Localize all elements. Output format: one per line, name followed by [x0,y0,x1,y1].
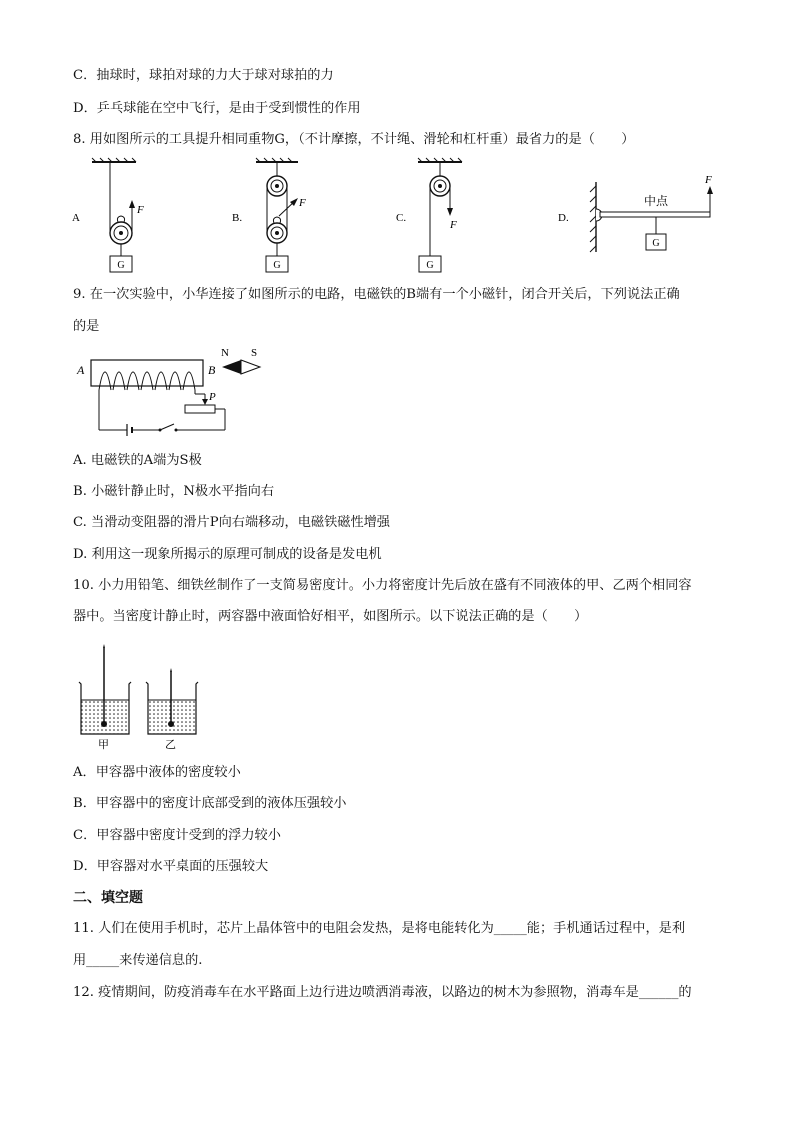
q8-label-c: C. [396,212,407,224]
q11-stem-line1: 11. 人们在使用手机时，芯片上晶体管中的电阻会发热，是将电能转化为_____能；手机通话过程中，是利 [73,921,686,936]
q9-needle-s: S [251,347,258,359]
q7-option-d: D．乒乓球能在空中飞行，是由于受到惯性的作用 [73,101,361,116]
q11-stem-line2: 用_____来传递信息的. [73,953,203,968]
q8-option-b-figure [232,158,306,272]
q9-stem-line2: 的是 [73,319,100,334]
q10-option-c: C．甲容器中密度计受到的浮力较小 [73,828,281,843]
q8-b-force-label: F [299,197,306,209]
q10-option-a: A．甲容器中液体的密度较小 [73,765,241,780]
q8-d-midpoint-label: 中点 [644,194,669,208]
q9-circuit-figure [75,344,275,440]
q8-label-d: D. [558,212,569,224]
q9-option-d: D. 利用这一现象所揭示的原理可制成的设备是发电机 [73,547,382,562]
q8-c-weight: G [426,260,434,271]
q10-stem-line2: 器中。当密度计静止时，两容器中液面恰好相平，如图所示。以下说法正确的是（ ） [73,609,588,624]
q8-label-b: B. [232,212,243,224]
q9-option-b: B. 小磁针静止时，N极水平指向右 [73,484,275,499]
q10-beaker-yi [146,668,198,751]
q9-rheostat [185,405,215,413]
q9-end-b: B [208,363,216,377]
q9-needle-s-half [241,360,260,374]
q9-option-a: A. 电磁铁的A端为S极 [73,453,202,468]
q9-end-a: A [77,363,85,377]
q9-option-c: C. 当滑动变阻器的滑片P向右端移动，电磁铁磁性增强 [73,515,390,530]
q7-option-c: C．抽球时，球拍对球的力大于球对球拍的力 [73,68,334,83]
q8-option-a-figure [72,158,144,272]
q10-label-jia: 甲 [98,738,109,751]
q8-label-a: A [72,212,80,224]
q8-option-d-figure [558,174,713,252]
q8-a-weight: G [117,260,125,271]
q8-figures [66,156,736,276]
q8-b-weight: G [273,260,281,271]
q10-label-yi: 乙 [165,738,176,751]
q12-stem: 12. 疫情期间，防疫消毒车在水平路面上边行进边喷洒消毒液，以路边的树木为参照物，消毒车是______的 [73,985,692,1000]
section-heading-fill-in: 二、填空题 [73,890,143,906]
q8-a-force-label: F [137,204,144,216]
q8-c-force-label: F [450,219,457,231]
q9-switch [160,424,174,430]
q9-slider-p: P [209,391,216,403]
q8-d-force-label: F [705,174,712,186]
q9-needle-n: N [221,347,229,359]
q10-option-d: D．甲容器对水平桌面的压强较大 [73,859,269,874]
q8-stem: 8. 用如图所示的工具提升相同重物G，（不计摩擦，不计绳、滑轮和杠杆重）最省力的是（ ） [73,132,635,147]
q9-stem-line1: 9. 在一次实验中，小华连接了如图所示的电路，电磁铁的B端有一个小磁针，闭合开关后，下列说法正确 [73,287,680,302]
q8-d-weight: G [652,238,660,249]
q10-option-b: B．甲容器中的密度计底部受到的液体压强较小 [73,796,347,811]
q8-option-c-figure [396,158,462,272]
q10-beakers-figure [76,644,206,754]
q10-stem-line1: 10. 小力用铅笔、细铁丝制作了一支简易密度计。小力将密度计先后放在盛有不同液体的甲、乙两个相同容 [73,578,692,593]
q9-needle-n-half [222,360,241,374]
q10-beaker-jia [79,644,131,751]
